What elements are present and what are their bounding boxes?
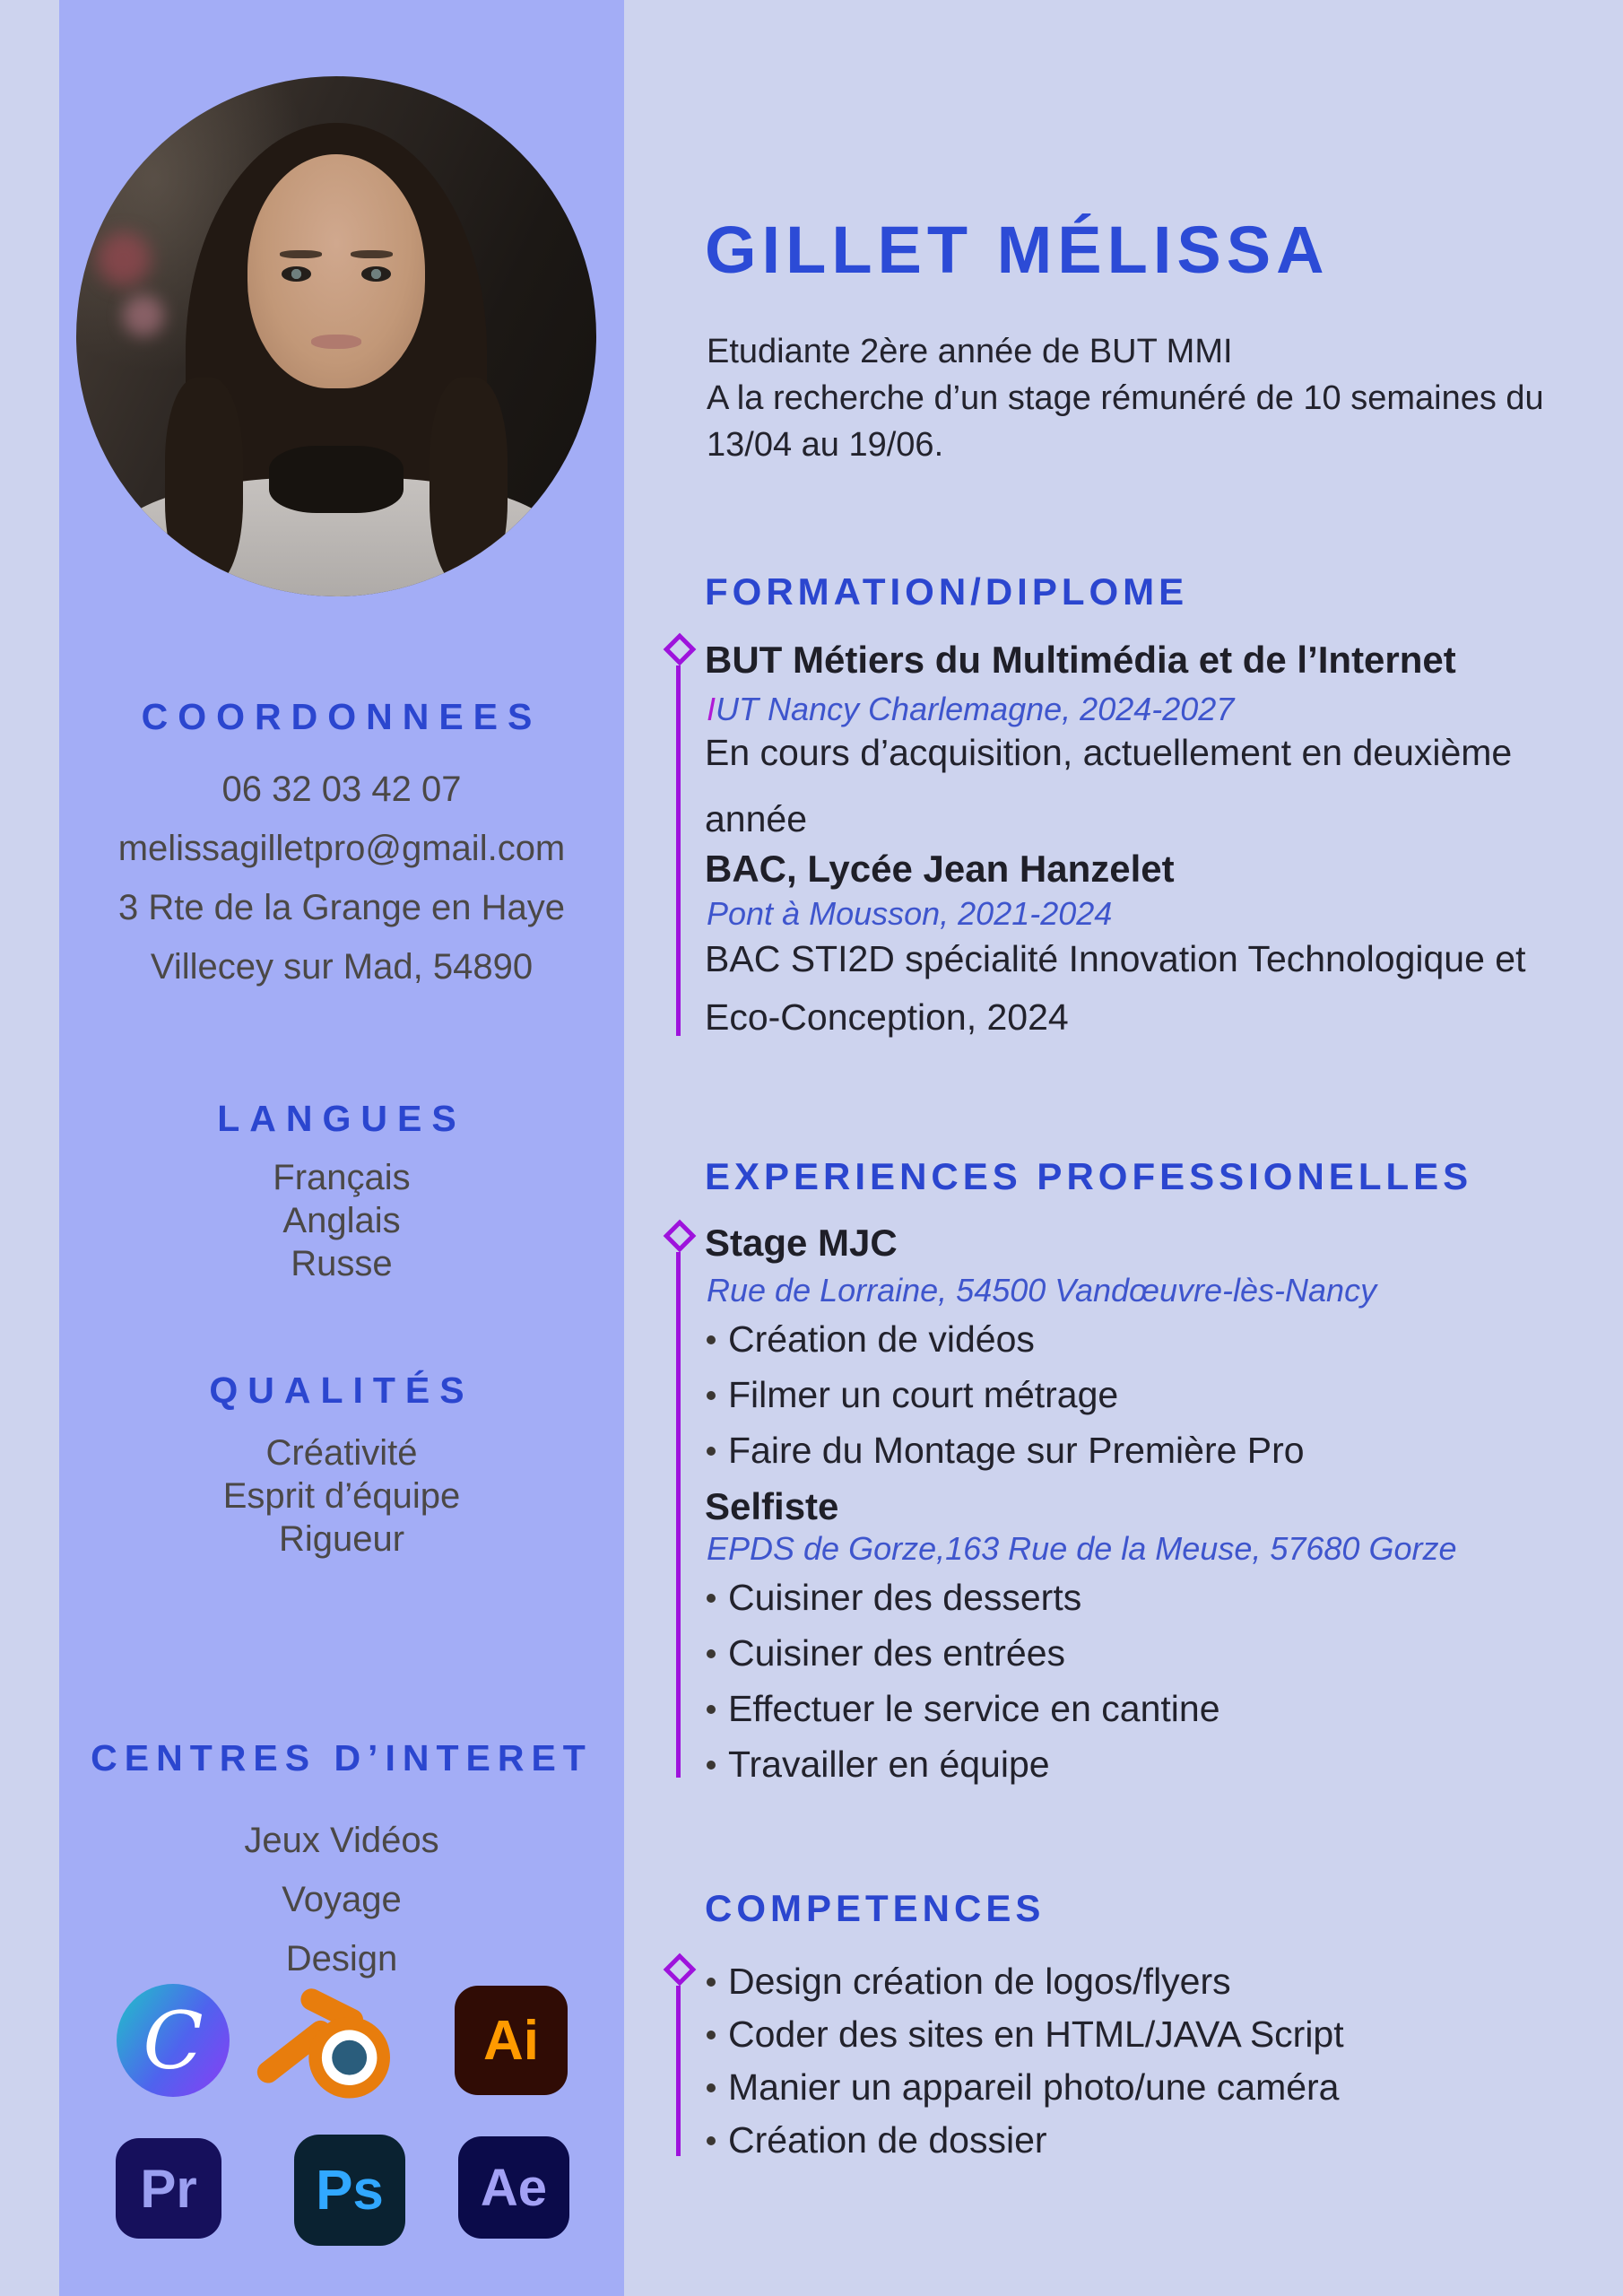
section-title-competences: COMPETENCES [705, 1887, 1046, 1929]
photo-eye [361, 266, 392, 282]
street-address: 3 Rte de la Grange en Haye [117, 888, 566, 927]
summary-line: A la recherche d’un stage rémunéré de 10 semaines du [707, 379, 1544, 417]
section-title-qualites: QUALITÉS [209, 1370, 474, 1411]
photoshop-icon-letters: Ps [316, 2159, 384, 2222]
timeline-diamond-icon [664, 1220, 697, 1253]
experience-bullet: Travailler en équipe [728, 1744, 1050, 1785]
formation-place-rest: UT Nancy Charlemagne, 2024-2027 [716, 691, 1235, 727]
quality-item: Esprit d’équipe [222, 1476, 461, 1516]
formation-place-initial: I [707, 691, 716, 727]
competence-bullet: Création de dossier [728, 2119, 1047, 2161]
summary-line: Etudiante 2ère année de BUT MMI [707, 333, 1233, 370]
photo-face [247, 154, 424, 388]
sidebar [59, 0, 624, 2296]
section-title-formation: FORMATION/DIPLOME [705, 570, 1189, 613]
experience-bullet: Cuisiner des desserts [728, 1577, 1082, 1618]
formation-detail: BAC STI2D spécialité Innovation Technologique et [705, 938, 1526, 979]
competence-bullet: Manier un appareil photo/une caméra [728, 2066, 1340, 2108]
competence-bullet: Coder des sites en HTML/JAVA Script [728, 2013, 1344, 2055]
language-item: Français [273, 1158, 411, 1197]
formation-degree: BAC, Lycée Jean Hanzelet [705, 848, 1175, 890]
formation-detail: En cours d’acquisition, actuellement en deuxième [705, 732, 1513, 773]
photo-collar [269, 446, 404, 513]
profile-photo [76, 76, 596, 596]
canva-icon-letter: C [143, 1994, 204, 2087]
experience-bullet: Faire du Montage sur Première Pro [728, 1430, 1305, 1471]
section-title-coordonnees: COORDONNEES [141, 696, 542, 737]
aftereffects-icon-letters: Ae [480, 2158, 548, 2217]
competence-bullet: Design création de logos/flyers [728, 1961, 1231, 2002]
photo-lips [311, 335, 360, 349]
section-title-centres-interet: CENTRES D’INTERET [91, 1737, 593, 1779]
formation-degree: BUT Métiers du Multimédia et de l’Internet [705, 639, 1456, 681]
experience-bullet: Création de vidéos [728, 1318, 1035, 1360]
blender-icon [256, 1982, 402, 2104]
language-item: Anglais [282, 1201, 401, 1240]
section-title-langues: LANGUES [217, 1098, 466, 1139]
timeline-line [676, 1252, 681, 1778]
canva-icon [117, 1984, 230, 2097]
email-address: melissagilletpro@gmail.com [117, 829, 566, 868]
formation-place [707, 691, 1234, 728]
illustrator-icon [455, 1986, 568, 2095]
timeline-line [676, 1986, 681, 2156]
photo-eyebrow [351, 250, 393, 258]
language-item: Russe [291, 1244, 393, 1283]
interest-item: Voyage [282, 1880, 402, 1919]
city-address: Villecey sur Mad, 54890 [150, 947, 534, 987]
premiere-icon [116, 2138, 221, 2239]
photo-hair-strand [430, 378, 508, 586]
experience-place: EPDS de Gorze,163 Rue de la Meuse, 57680 Gorze [707, 1530, 1457, 1567]
photo-background-detail [97, 232, 151, 286]
formation-detail: année [705, 798, 808, 839]
illustrator-icon-letters: Ai [483, 2009, 539, 2072]
candidate-name: GILLET MÉLISSA [705, 213, 1330, 287]
timeline-line [676, 665, 681, 1036]
photo-hair-strand [165, 378, 243, 586]
photo-background-detail [123, 295, 164, 336]
experience-bullet: Cuisiner des entrées [728, 1632, 1066, 1674]
photo-eye [282, 266, 312, 282]
summary-line: 13/04 au 19/06. [707, 426, 944, 464]
photoshop-icon [294, 2135, 405, 2246]
quality-item: Créativité [265, 1433, 418, 1473]
experience-bullet: Filmer un court métrage [728, 1374, 1119, 1415]
aftereffects-icon [458, 2136, 569, 2239]
experience-role: Selfiste [705, 1485, 839, 1527]
timeline-diamond-icon [664, 1953, 697, 1987]
phone-number: 06 32 03 42 07 [221, 770, 462, 809]
photo-eyebrow [280, 250, 322, 258]
experience-role: Stage MJC [705, 1222, 898, 1264]
premiere-icon-letters: Pr [140, 2158, 197, 2219]
timeline-diamond-icon [664, 633, 697, 666]
experience-place: Rue de Lorraine, 54500 Vandœuvre-lès-Nancy [707, 1272, 1377, 1309]
candidate-summary [707, 328, 1544, 468]
quality-item: Rigueur [278, 1519, 405, 1559]
formation-detail: Eco-Conception, 2024 [705, 996, 1069, 1038]
section-title-experiences: EXPERIENCES PROFESSIONELLES [705, 1155, 1473, 1197]
interest-item: Jeux Vidéos [244, 1821, 439, 1860]
formation-place: Pont à Mousson, 2021-2024 [707, 895, 1113, 932]
interest-item: Design [285, 1939, 398, 1979]
experience-bullet: Effectuer le service en cantine [728, 1688, 1220, 1729]
